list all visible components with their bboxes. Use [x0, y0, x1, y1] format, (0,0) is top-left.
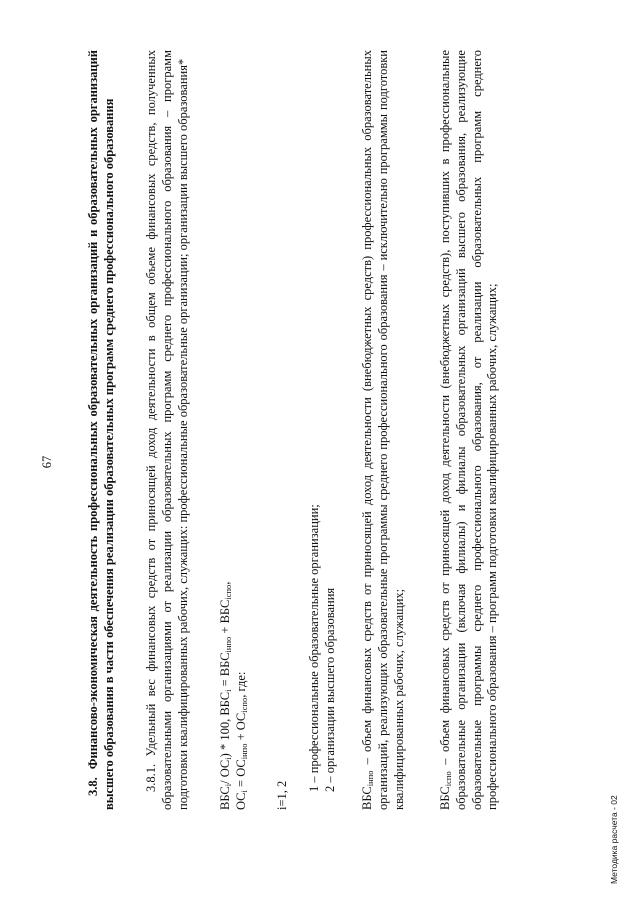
- list-item: 1 – профессиональные образовательные организации;: [307, 504, 321, 792]
- section-number: 3.8.: [86, 777, 100, 796]
- definition-vbs-spo: $ВБС_{iспо}$ – объем финансовых средств от приносящей доход деятельности (внебюджетных средств), поступивших в профессиональные образовательные организации (включая филиалы) и филиалы образовательных организаций высшего образования, реализующие образовательные программы среднего профессионального образования, от реализации образовательных программ среднего профессионального образования – программ подготовки квалифицированных рабочих, служащих;: [438, 50, 500, 810]
- formula: [218, 50, 250, 810]
- page-number: 67: [40, 455, 54, 469]
- index-list: [307, 52, 339, 792]
- section-title: Финансово-экономическая деятельность профессиональных образовательных организаций и образовательных организаций высшего образования в части обеспечения реализации образовательных программ среднего профессионального образования: [86, 50, 116, 810]
- definition-vbs-npo: $ВБС_{iнпо}$ – объем финансовых средств от приносящей доход деятельности (внебюджетных средств) профессиональных образовательных организаций, реализующих образовательные программы среднего профессионального образования – исключительно программы подготовки квалифицированных рабочих, служащих;: [360, 50, 406, 810]
- formula-line-1: $ВБС_i/$ $ОС_i) * 100$, $ВБС_i = ВБС_{iнпо} + ВБС_{iспо}$,: [218, 581, 233, 810]
- list-item: 2 – организации высшего образования: [322, 587, 337, 792]
- paragraph-3-8-1: 3.8.1. Удельный вес финансовых средств от приносящей доход деятельности в общем объеме финансовых средств, полученных образовательными организациями от реализации образовательных программ среднего профессионального образования – программ подготовки квалифицированных рабочих, служащих: профессиональные образовательные организации; организации высшего образования*: [144, 50, 190, 810]
- footer-note: Методика расчета - 02: [609, 795, 619, 884]
- section-heading: [86, 50, 118, 810]
- index-line: i=1, 2: [275, 780, 289, 810]
- formula-line-2: $ОС_i = ОС_{iнпо} + ОС_{iспо}$, где:: [233, 671, 249, 810]
- rotated-page: [30, 32, 630, 892]
